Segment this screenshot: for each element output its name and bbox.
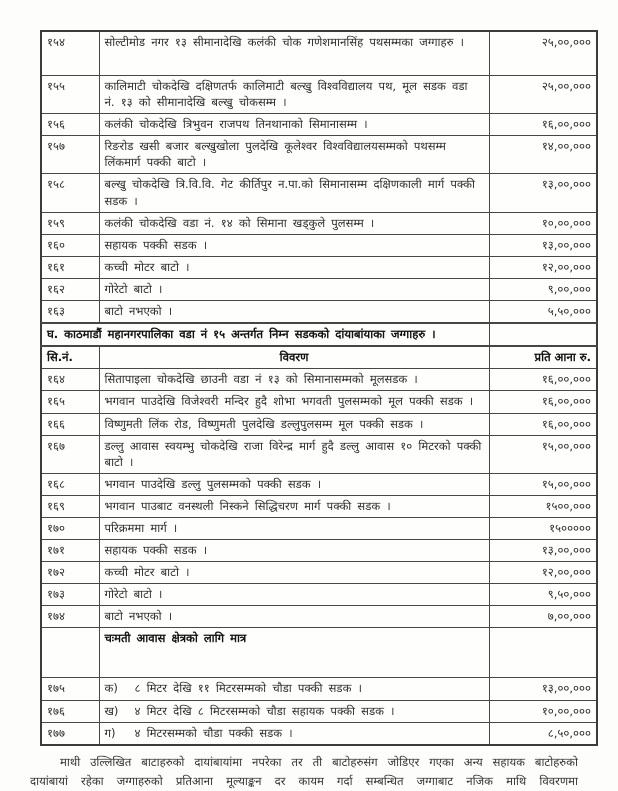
rate-cell: ८,५०,००० bbox=[489, 722, 597, 745]
table-row bbox=[41, 278, 597, 300]
column-header-sn: सि.नं. bbox=[41, 346, 99, 369]
subsection-heading: चःमती आवास क्षेत्रको लागि मात्र bbox=[99, 628, 489, 678]
description-cell: सहायक पक्की सडक । bbox=[99, 234, 489, 256]
serial-number-cell: १७३ bbox=[41, 584, 99, 606]
serial-number-cell: १६९ bbox=[41, 495, 99, 517]
list-letter: ख) bbox=[104, 703, 119, 718]
table-row bbox=[41, 584, 597, 606]
serial-number-cell: १७४ bbox=[41, 606, 99, 628]
table-row bbox=[41, 391, 597, 413]
rate-cell: १३,००,००० bbox=[489, 174, 597, 212]
column-header-rate: प्रति आना रु. bbox=[489, 346, 597, 369]
footer-note bbox=[30, 753, 578, 791]
rate-cell: १३,००,००० bbox=[489, 540, 597, 562]
table-row bbox=[41, 369, 597, 391]
rate-cell: ५,५०,००० bbox=[489, 301, 597, 324]
rate-cell: १५,००,००० bbox=[489, 473, 597, 495]
serial-number-cell: १६८ bbox=[41, 473, 99, 495]
description-cell: कलंकी चोकदेखि वडा नं. १४ को सिमाना खड्कुले पुलसम्म । bbox=[99, 212, 489, 234]
table-row bbox=[41, 212, 597, 234]
serial-number-cell: १६३ bbox=[41, 301, 99, 324]
rate-cell: २५,००,००० bbox=[489, 31, 597, 76]
table-row bbox=[41, 114, 597, 136]
serial-number-cell: १६५ bbox=[41, 391, 99, 413]
rate-cell: १२,००,००० bbox=[489, 562, 597, 584]
table-row bbox=[41, 628, 597, 678]
serial-number-cell: १७६ bbox=[41, 700, 99, 722]
table-row bbox=[41, 678, 597, 700]
rate-cell: १६,००,००० bbox=[489, 413, 597, 435]
description-cell: भगवान पाउदेखि डल्लु पुलसम्मको पक्की सडक । bbox=[99, 473, 489, 495]
description-cell: ख) ४ मिटर देखि ८ मिटरसम्मको चौडा सहायक पक्की सडक । bbox=[99, 700, 489, 722]
table-row bbox=[41, 540, 597, 562]
list-letter: ग) bbox=[104, 725, 116, 740]
serial-number-cell: १७२ bbox=[41, 562, 99, 584]
serial-number-cell: १७५ bbox=[41, 678, 99, 700]
description-cell: कच्ची मोटर बाटो । bbox=[99, 562, 489, 584]
rate-cell: १६,००,००० bbox=[489, 391, 597, 413]
serial-number-cell: १५७ bbox=[41, 136, 99, 174]
serial-number-cell: १६७ bbox=[41, 435, 99, 473]
table-row bbox=[41, 517, 597, 539]
description-cell: ग) ४ मिटरसम्मको चौडा पक्की सडक । bbox=[99, 722, 489, 745]
footer-line: माथी उल्लिखित बाटाहरुको दायांबायांमा नपरेका तर ती बाटोहरुसंग जोडिएर गएका अन्य सहायक बाटोहरुको bbox=[60, 754, 578, 769]
table-row bbox=[41, 31, 597, 76]
rate-cell bbox=[489, 323, 597, 346]
table-row bbox=[41, 76, 597, 114]
serial-number-cell: १५६ bbox=[41, 114, 99, 136]
serial-number-cell: १७० bbox=[41, 517, 99, 539]
rate-cell: १३,००,००० bbox=[489, 678, 597, 700]
section-heading: घ. काठमाडौं महानगरपालिका वडा नं १५ अन्तर्गत निम्न सडकको दांयाबांयाका जग्गाहरु । bbox=[41, 323, 489, 346]
rate-cell: १०,००,००० bbox=[489, 700, 597, 722]
rate-cell: ७,००,००० bbox=[489, 606, 597, 628]
table-row bbox=[41, 136, 597, 174]
table-row bbox=[41, 256, 597, 278]
serial-number-cell: १५५ bbox=[41, 76, 99, 114]
serial-number-cell: १६२ bbox=[41, 278, 99, 300]
rate-cell: ९,००,००० bbox=[489, 278, 597, 300]
serial-number-cell: १६० bbox=[41, 234, 99, 256]
serial-number-cell: १६१ bbox=[41, 256, 99, 278]
description-cell: भगवान पाउदेखि विजेश्वरी मन्दिर हुदै शोभा भगवती पुलसम्मको मूल पक्की सडक । bbox=[99, 391, 489, 413]
serial-number-cell: १७१ bbox=[41, 540, 99, 562]
table-row bbox=[41, 700, 597, 722]
description-cell: कच्ची मोटर बाटो । bbox=[99, 256, 489, 278]
table-row bbox=[41, 301, 597, 324]
description-cell: सोल्टीमोड नगर १३ सीमानादेखि कलंकी चोक गणेशमानसिंह पथसम्मका जग्गाहरु । bbox=[99, 31, 489, 76]
footer-line: दायांबायां रहेका जग्गाहरुको प्रतिआना मूल्याङ्कन दर कायम गर्दा सम्बन्धित जग्गाबाट नजिक माथि विवरणमा bbox=[30, 773, 578, 788]
description-cell: सहायक पक्की सडक । bbox=[99, 540, 489, 562]
rate-table-body bbox=[41, 31, 597, 745]
rate-cell bbox=[489, 628, 597, 678]
table-row bbox=[41, 495, 597, 517]
table-row bbox=[41, 234, 597, 256]
column-header-desc: विवरण bbox=[99, 346, 489, 369]
rate-cell: १२,००,००० bbox=[489, 256, 597, 278]
serial-number-cell: १५४ bbox=[41, 31, 99, 76]
table-row bbox=[41, 413, 597, 435]
table-row bbox=[41, 562, 597, 584]
description-cell: कलंकी चोकदेखि त्रिभुवन राजपथ तिनथानाको सिमानासम्म । bbox=[99, 114, 489, 136]
description-cell: गोरेटो बाटो । bbox=[99, 584, 489, 606]
rate-cell: ९,५०,००० bbox=[489, 584, 597, 606]
rate-cell: २५,००,००० bbox=[489, 76, 597, 114]
description-cell: डल्लु आवास स्वयम्भु चोकदेखि राजा विरेन्द्र मार्ग हुदै डल्लु आवास १० मिटरको पक्की बाटो । bbox=[99, 435, 489, 473]
table-row bbox=[41, 606, 597, 628]
serial-number-cell: १६४ bbox=[41, 369, 99, 391]
description-cell: कालिमाटी चोकदेखि दक्षिणतर्फ कालिमाटी बल्खु विश्वविद्यालय पथ, मूल सडक वडा नं. १३ को सीमानादेखि बल्खु चोकसम्म । bbox=[99, 76, 489, 114]
description-cell: क) ८ मिटर देखि ११ मिटरसम्मको चौडा पक्की सडक । bbox=[99, 678, 489, 700]
sn-cell bbox=[41, 628, 99, 678]
description-cell: विष्णुमती लिंक रोड, विष्णुमती पुलदेखि डल्लुपुलसम्म मूल पक्की सडक । bbox=[99, 413, 489, 435]
serial-number-cell: १६६ bbox=[41, 413, 99, 435]
description-cell: भगवान पाउबाट वनस्थली निस्कने सिद्धिचरण मार्ग पक्की सडक । bbox=[99, 495, 489, 517]
serial-number-cell: १५८ bbox=[41, 174, 99, 212]
table-row bbox=[41, 435, 597, 473]
description-cell: रिङरोड खसी बजार बल्खुखोला पुलदेखि कूलेश्वर विश्वविद्यालयसम्मको पथसम्म लिंकमार्ग पक्की बाटो । bbox=[99, 136, 489, 174]
rate-cell: १६,००,००० bbox=[489, 369, 597, 391]
table-row bbox=[41, 346, 597, 369]
description-cell: सितापाइला चोकदेखि छाउनी वडा नं १३ को सिमानासम्मको मूलसडक । bbox=[99, 369, 489, 391]
description-cell: बाटो नभएको । bbox=[99, 301, 489, 324]
serial-number-cell: १५९ bbox=[41, 212, 99, 234]
rate-cell: १५००,००० bbox=[489, 495, 597, 517]
rate-cell: १६,००,००० bbox=[489, 114, 597, 136]
table-row bbox=[41, 323, 597, 346]
description-cell: बल्खु चोकदेखि त्रि.वि.वि. गेट कीर्तिपुर न.पा.को सिमानासम्म दक्षिणकाली मार्ग पक्की सडक । bbox=[99, 174, 489, 212]
rate-cell: १५,००,००० bbox=[489, 435, 597, 473]
rate-cell: १३,००,००० bbox=[489, 234, 597, 256]
rate-cell: १५००००० bbox=[489, 517, 597, 539]
description-cell: गोरेटो बाटो । bbox=[99, 278, 489, 300]
rate-cell: १४,००,००० bbox=[489, 136, 597, 174]
description-cell: बाटो नभएको । bbox=[99, 606, 489, 628]
list-letter: क) bbox=[104, 681, 118, 696]
table-row bbox=[41, 722, 597, 745]
table-row bbox=[41, 473, 597, 495]
serial-number-cell: १७७ bbox=[41, 722, 99, 745]
rate-cell: १०,००,००० bbox=[489, 212, 597, 234]
table-row bbox=[41, 174, 597, 212]
description-cell: परिक्रममा मार्ग । bbox=[99, 517, 489, 539]
land-rate-table bbox=[40, 30, 598, 746]
